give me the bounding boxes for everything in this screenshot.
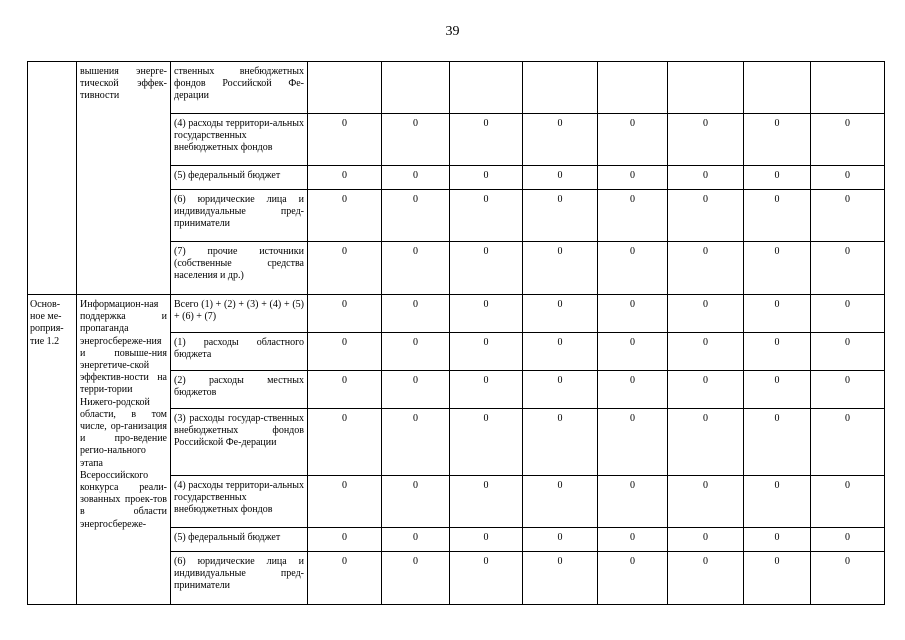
funding-source-cell: ственных внебюджетных фондов Российской Фе-дерации <box>171 62 308 114</box>
value-cell: 0 <box>382 409 450 476</box>
value-cell: 0 <box>668 333 744 371</box>
value-cell: 0 <box>382 371 450 409</box>
funding-source-cell: (4) расходы территори-альных государственных внебюджетных фондов <box>171 476 308 528</box>
value-cell: 0 <box>811 528 885 552</box>
value-cell: 0 <box>744 409 811 476</box>
value-cell: 0 <box>382 476 450 528</box>
value-cell: 0 <box>523 295 598 333</box>
funding-source-cell: (4) расходы территори-альных государственных внебюджетных фондов <box>171 114 308 166</box>
value-cell: 0 <box>668 166 744 190</box>
value-cell: 0 <box>744 166 811 190</box>
value-cell: 0 <box>308 242 382 295</box>
value-cell: 0 <box>598 552 668 605</box>
value-cell: 0 <box>744 333 811 371</box>
measure-cell <box>28 62 77 295</box>
value-cell: 0 <box>668 371 744 409</box>
value-cell: 0 <box>744 295 811 333</box>
value-cell: 0 <box>744 371 811 409</box>
value-cell: 0 <box>668 114 744 166</box>
value-cell <box>450 62 523 114</box>
value-cell: 0 <box>811 409 885 476</box>
value-cell: 0 <box>811 333 885 371</box>
value-cell: 0 <box>744 242 811 295</box>
funding-source-cell: (5) федеральный бюджет <box>171 166 308 190</box>
value-cell: 0 <box>668 295 744 333</box>
value-cell: 0 <box>450 528 523 552</box>
value-cell: 0 <box>308 528 382 552</box>
value-cell: 0 <box>382 190 450 242</box>
value-cell: 0 <box>523 166 598 190</box>
value-cell: 0 <box>598 295 668 333</box>
activity-cell: Информацион-ная поддержка и пропаганда энергосбереже-ния и повыше-ния энергетиче-ской эффектив-ности на терри-тории Нижего-родской области, в том числе, ор-ганизация и про-ведение регио-нального этапа Всероссийского конкурса реали-зованных проек-тов в области энергосбереже- <box>77 295 171 605</box>
value-cell: 0 <box>811 295 885 333</box>
value-cell: 0 <box>308 166 382 190</box>
value-cell: 0 <box>382 242 450 295</box>
value-cell: 0 <box>523 552 598 605</box>
value-cell: 0 <box>811 552 885 605</box>
funding-source-cell: (6) юридические лица и индивидуальные пред-приниматели <box>171 552 308 605</box>
value-cell: 0 <box>308 552 382 605</box>
value-cell: 0 <box>523 114 598 166</box>
value-cell: 0 <box>598 528 668 552</box>
table-row <box>28 62 885 114</box>
value-cell: 0 <box>382 114 450 166</box>
value-cell: 0 <box>308 114 382 166</box>
value-cell: 0 <box>308 190 382 242</box>
value-cell: 0 <box>523 333 598 371</box>
value-cell: 0 <box>450 190 523 242</box>
value-cell: 0 <box>811 242 885 295</box>
value-cell: 0 <box>811 114 885 166</box>
value-cell: 0 <box>598 333 668 371</box>
value-cell: 0 <box>450 409 523 476</box>
value-cell <box>811 62 885 114</box>
value-cell: 0 <box>308 371 382 409</box>
funding-source-cell: (6) юридические лица и индивидуальные пред-приниматели <box>171 190 308 242</box>
value-cell: 0 <box>450 295 523 333</box>
page-number: 39 <box>445 24 460 39</box>
value-cell: 0 <box>811 371 885 409</box>
value-cell: 0 <box>308 476 382 528</box>
value-cell: 0 <box>668 190 744 242</box>
table-row <box>28 295 885 333</box>
value-cell: 0 <box>523 242 598 295</box>
value-cell: 0 <box>382 528 450 552</box>
value-cell <box>744 62 811 114</box>
value-cell: 0 <box>382 552 450 605</box>
value-cell: 0 <box>668 528 744 552</box>
value-cell: 0 <box>744 114 811 166</box>
value-cell: 0 <box>308 295 382 333</box>
value-cell: 0 <box>811 166 885 190</box>
value-cell: 0 <box>450 242 523 295</box>
value-cell: 0 <box>523 409 598 476</box>
value-cell: 0 <box>382 333 450 371</box>
value-cell: 0 <box>598 166 668 190</box>
value-cell: 0 <box>382 166 450 190</box>
activity-cell: вышения энерге-тической эффек-тивности <box>77 62 171 295</box>
value-cell: 0 <box>598 242 668 295</box>
value-cell <box>523 62 598 114</box>
value-cell: 0 <box>744 190 811 242</box>
value-cell: 0 <box>382 295 450 333</box>
value-cell: 0 <box>668 409 744 476</box>
value-cell <box>668 62 744 114</box>
funding-source-cell: (2) расходы местных бюджетов <box>171 371 308 409</box>
value-cell: 0 <box>450 476 523 528</box>
value-cell: 0 <box>450 114 523 166</box>
funding-source-cell: (7) прочие источники (собственные средства населения и др.) <box>171 242 308 295</box>
value-cell: 0 <box>811 190 885 242</box>
value-cell <box>382 62 450 114</box>
value-cell: 0 <box>598 371 668 409</box>
value-cell: 0 <box>668 552 744 605</box>
value-cell: 0 <box>744 552 811 605</box>
value-cell: 0 <box>668 242 744 295</box>
value-cell: 0 <box>598 409 668 476</box>
funding-source-cell: Всего (1) + (2) + (3) + (4) + (5) + (6) + (7) <box>171 295 308 333</box>
value-cell: 0 <box>450 552 523 605</box>
value-cell: 0 <box>450 333 523 371</box>
value-cell: 0 <box>523 528 598 552</box>
funding-source-cell: (5) федеральный бюджет <box>171 528 308 552</box>
value-cell: 0 <box>450 371 523 409</box>
measure-cell: Основ-ное ме-роприя-тие 1.2 <box>28 295 77 605</box>
value-cell: 0 <box>598 476 668 528</box>
value-cell: 0 <box>668 476 744 528</box>
funding-source-cell: (1) расходы областного бюджета <box>171 333 308 371</box>
value-cell: 0 <box>744 528 811 552</box>
value-cell: 0 <box>598 190 668 242</box>
value-cell: 0 <box>450 166 523 190</box>
funding-source-cell: (3) расходы государ-ственных внебюджетных фондов Российской Фе-дерации <box>171 409 308 476</box>
value-cell: 0 <box>523 190 598 242</box>
value-cell: 0 <box>523 476 598 528</box>
value-cell: 0 <box>523 371 598 409</box>
value-cell: 0 <box>308 409 382 476</box>
value-cell: 0 <box>308 333 382 371</box>
value-cell: 0 <box>598 114 668 166</box>
value-cell <box>308 62 382 114</box>
value-cell: 0 <box>744 476 811 528</box>
value-cell <box>598 62 668 114</box>
value-cell: 0 <box>811 476 885 528</box>
financing-table <box>27 61 885 605</box>
